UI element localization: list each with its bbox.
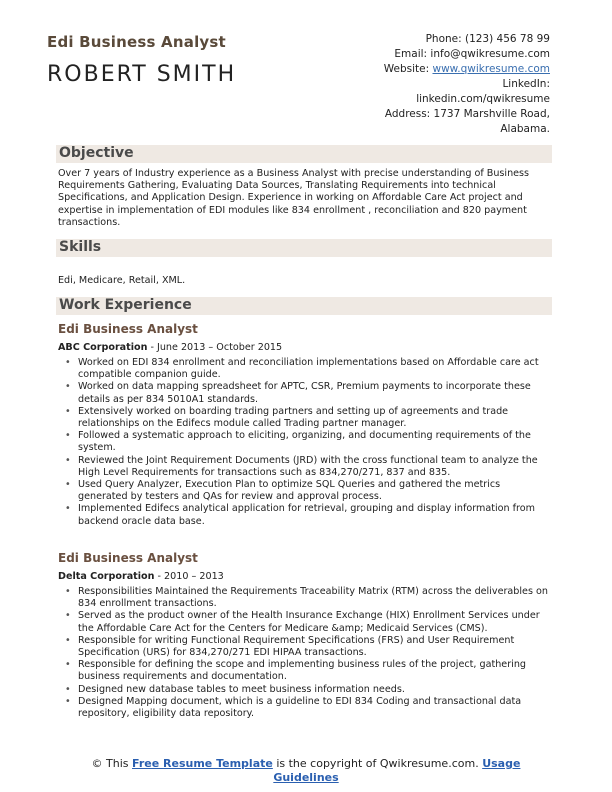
objective-text: Over 7 years of Industry experience as a Business Analyst with precise understanding of Business Requirements Gathering, Evaluating Data Sources, Translating Requirements into technical Specifications, and Application Design. Experience in working on Affordable Care Act project and expertise in implementation of EDI modules like 834 enrollment , reconciliation and 820 payment transactions. — [58, 168, 530, 228]
list-item: • Reviewed the Joint Requirement Documents (JRD) with the cross functional team to analyze the High Level Requirements for transactions such as 834,270/271, 837 and 835. — [78, 455, 552, 479]
list-item: • Implemented Edifecs analytical application for retrieval, grouping and display information from backend oracle data base. — [78, 503, 552, 527]
contact-phone: Phone: (123) 456 78 99 — [425, 33, 550, 45]
company-line — [58, 342, 282, 353]
contact-block — [310, 32, 550, 137]
list-item: • Worked on EDI 834 enrollment and reconciliation implementations based on Affordable care act compatible companion guide. — [78, 357, 552, 381]
contact-email: Email: info@qwikresume.com — [394, 48, 550, 60]
list-item: • Extensively worked on boarding trading partners and setting up of agreements and trade relationships on the Edifecs module called Trading partner manager. — [78, 406, 552, 430]
job-title: Edi Business Analyst — [58, 551, 198, 565]
job-dates: - 2010 – 2013 — [154, 571, 224, 582]
footer — [60, 757, 552, 785]
job-bullets — [58, 357, 552, 528]
list-item: • Used Query Analyzer, Execution Plan to optimize SQL Queries and gathered the metrics generated by testers and QAs for review and approval process. — [78, 479, 552, 503]
resume-job-title: Edi Business Analyst — [47, 33, 226, 51]
list-item: • Designed new database tables to meet business information needs. — [78, 684, 552, 696]
skills-heading: Skills — [59, 239, 102, 255]
contact-address-line2: Alabama. — [500, 123, 550, 135]
contact-linkedin-url: linkedin.com/qwikresume — [416, 93, 550, 105]
list-item: • Followed a systematic approach to eliciting, organizing, and documenting requirements of the system. — [78, 430, 552, 454]
company-name: ABC Corporation — [58, 342, 148, 353]
list-item: • Responsibilities Maintained the Requirements Traceability Matrix (RTM) across the deliverables on 834 enrollment transactions. — [78, 586, 552, 610]
resume-name: ROBERT SMITH — [47, 62, 237, 87]
company-line — [58, 571, 224, 582]
contact-linkedin-label: LinkedIn: — [502, 78, 550, 90]
website-link[interactable]: www.qwikresume.com — [432, 63, 550, 75]
list-item: • Served as the product owner of the Health Insurance Exchange (HIX) Enrollment Services under the Affordable Care Act for the Centers for Medicare &amp; Medicaid Services (CMS). — [78, 610, 552, 634]
list-item: • Worked on data mapping spreadsheet for APTC, CSR, Premium payments to incorporate these details as per 834 5010A1 standards. — [78, 381, 552, 405]
job-bullets — [58, 586, 552, 720]
contact-website — [310, 62, 550, 77]
job-title: Edi Business Analyst — [58, 322, 198, 336]
list-item: • Responsible for writing Functional Requirement Specifications (FRS) and User Requirement Specification (URS) for 834,270/271 EDI HIPAA transactions. — [78, 635, 552, 659]
contact-address-line1: Address: 1737 Marshville Road, — [384, 108, 550, 120]
usage-guidelines-link-part1[interactable]: Usage — [482, 757, 521, 770]
work-heading: Work Experience — [59, 297, 192, 313]
list-item: • Designed Mapping document, which is a guideline to EDI 834 Coding and transactional data repository, eligibility data repository. — [78, 696, 552, 720]
footer-middle: is the copyright of Qwikresume.com. — [272, 757, 483, 770]
skills-section-bar — [56, 239, 552, 257]
list-item: • Responsible for defining the scope and implementing business rules of the project, gathering business requirements and documentation. — [78, 659, 552, 683]
objective-heading: Objective — [59, 145, 134, 161]
contact-website-label: Website: — [383, 63, 433, 75]
job-dates: - June 2013 – October 2015 — [147, 342, 283, 353]
company-name: Delta Corporation — [58, 571, 155, 582]
free-resume-template-link[interactable]: Free Resume Template — [132, 757, 273, 770]
footer-prefix: © This — [91, 757, 133, 770]
skills-text: Edi, Medicare, Retail, XML. — [58, 275, 186, 286]
usage-guidelines-link-part2[interactable]: Guidelines — [273, 771, 339, 784]
